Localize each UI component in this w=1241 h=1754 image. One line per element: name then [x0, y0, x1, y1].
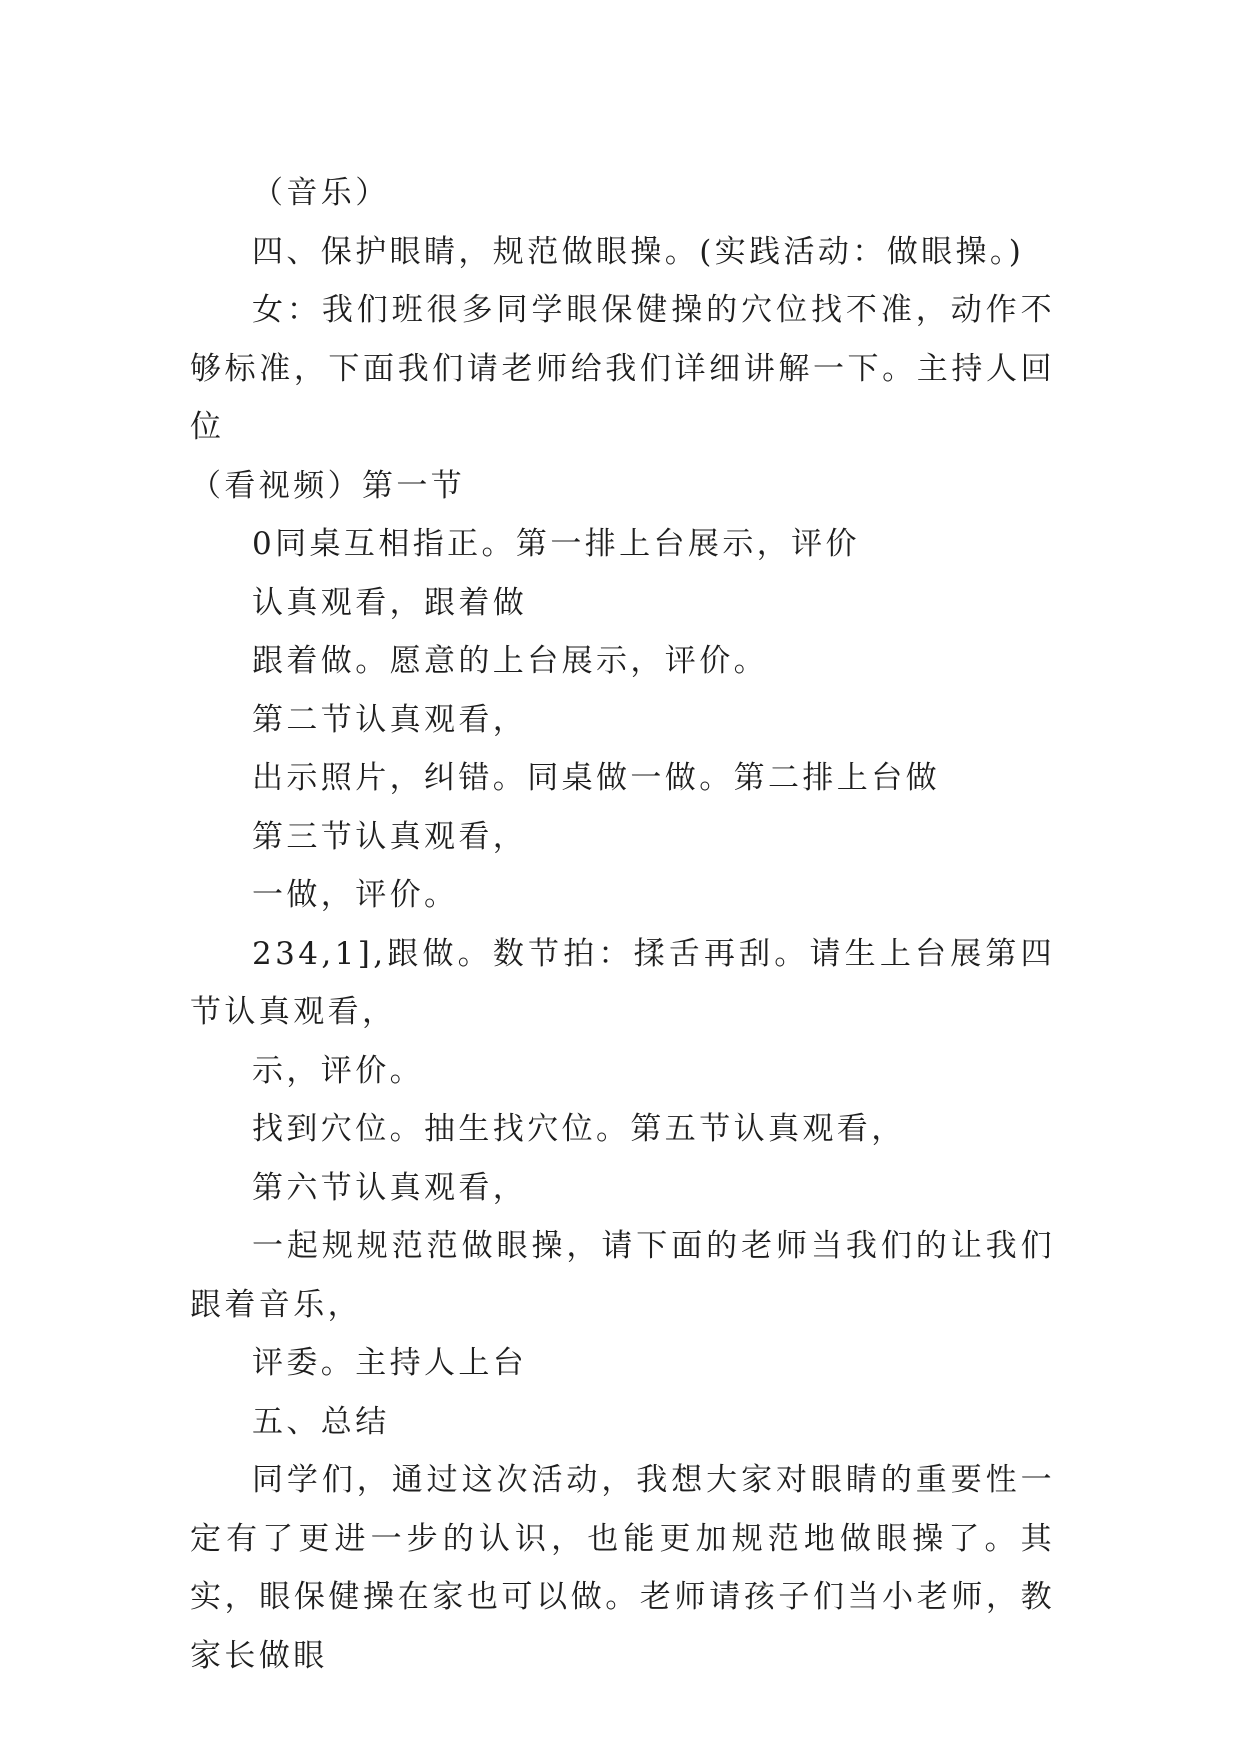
- paragraph-do-evaluate: 一做，评价。: [252, 877, 459, 913]
- heading-section-four: 四、保护眼睛，规范做眼操。(实践活动：做眼操。): [252, 233, 1025, 270]
- paragraph-watch-follow: 认真观看，跟着做: [252, 584, 528, 621]
- paragraph-photo-correction: 出示照片，纠错。同桌做一做。第二排上台做: [252, 760, 940, 796]
- paragraph-section-three: 第三节认真观看，: [252, 818, 528, 855]
- paragraph-count-beats: 234,1],跟做。数节拍：揉舌再刮。请生上台展第四节认真观看，: [190, 935, 1055, 1030]
- heading-section-five: 五、总结: [252, 1403, 390, 1440]
- paragraph-find-points: 找到穴位。抽生找穴位。第五节认真观看，: [252, 1111, 906, 1147]
- document-body: [190, 164, 1055, 1685]
- paragraph-together-music: 一起规规范范做眼操，请下面的老师当我们的让我们跟着音乐，: [190, 1228, 1055, 1323]
- paragraph-section-two: 第二节认真观看，: [252, 701, 528, 738]
- paragraph-follow-show: 跟着做。愿意的上台展示，评价。: [252, 643, 768, 679]
- paragraph-show-evaluate: 示，评价。: [252, 1052, 424, 1089]
- paragraph-music: （音乐）: [252, 175, 390, 211]
- paragraph-summary: 同学们，通过这次活动，我想大家对眼睛的重要性一定有了更进一步的认识，也能更加规范地做眼操了。其实，眼保健操在家也可以做。老师请孩子们当小老师，教家长做眼: [190, 1462, 1055, 1674]
- paragraph-watch-video: （看视频）第一节: [190, 467, 466, 504]
- paragraph-judges: 评委。主持人上台: [252, 1345, 528, 1381]
- paragraph-section-six: 第六节认真观看，: [252, 1169, 528, 1206]
- paragraph-girl-host: 女：我们班很多同学眼保健操的穴位找不准，动作不够标准，下面我们请老师给我们详细讲解一下。主持人回位: [190, 292, 1055, 445]
- paragraph-desk-correction: 0同桌互相指正。第一排上台展示，评价: [252, 526, 860, 562]
